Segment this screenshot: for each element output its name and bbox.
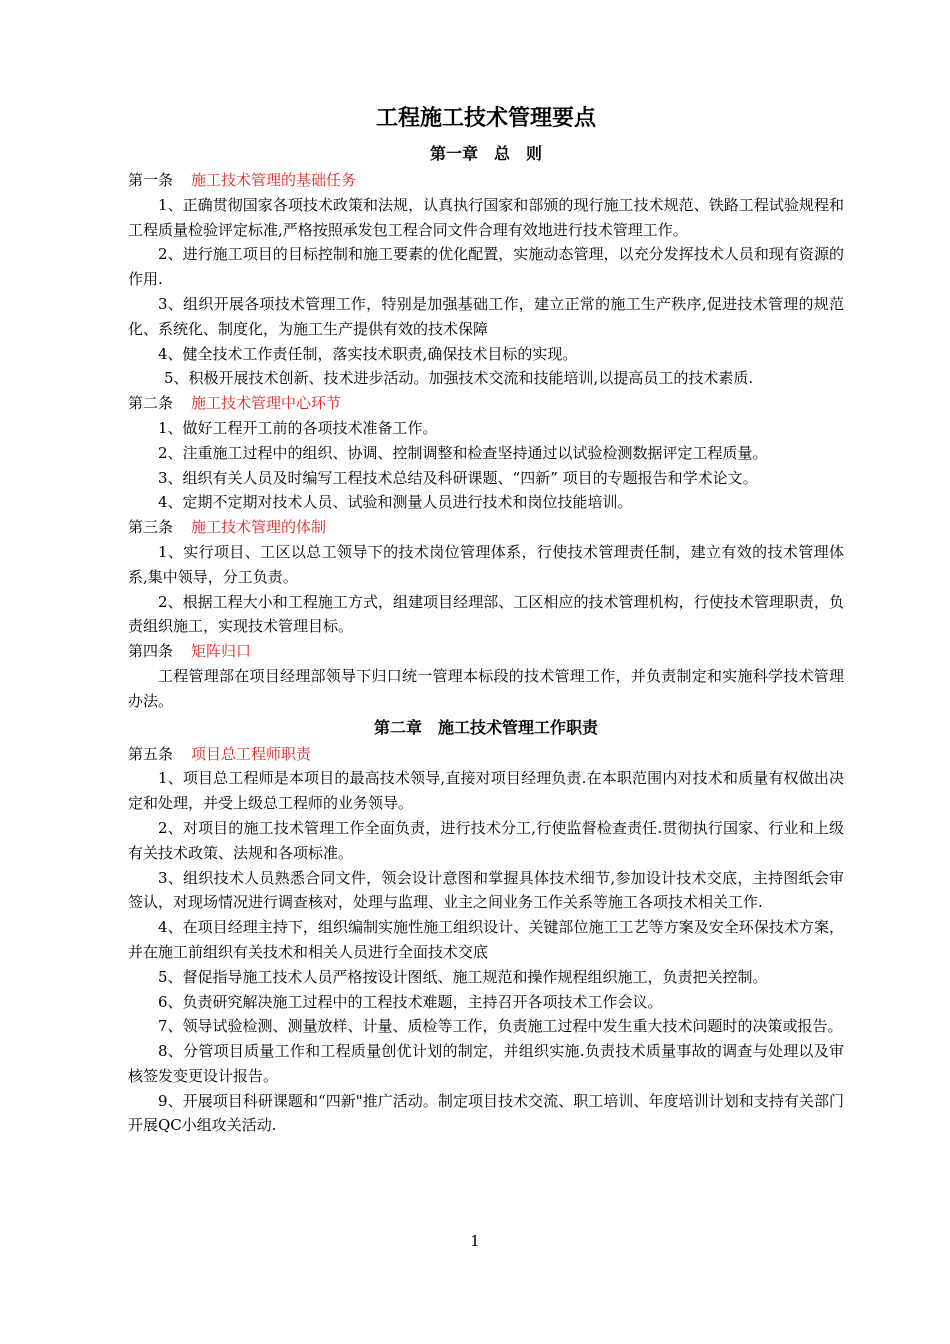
article-3	[128, 515, 844, 540]
article-2-number: 第二条	[128, 394, 174, 413]
article-5-number: 第五条	[128, 744, 174, 763]
article-5-item-5: 5、督促指导施工技术人员严格按设计图纸、施工规范和操作规程组织施工，负责把关控制。	[158, 967, 768, 986]
document-body	[128, 100, 844, 1138]
article-1-number: 第一条	[128, 171, 174, 189]
article-5-item-3: 3、组织技术人员熟悉合同文件，领会设计意图和掌握具体技术细节,参加设计技术交底，主持图纸会审签认，对现场情况进行调查核对，处理与监理、业主之间业务工作关系等施工各项技术相关工作.	[128, 868, 844, 912]
article-5-heading: 项目总工程师职责	[191, 744, 312, 763]
page-number: 1	[470, 1232, 480, 1250]
article-2-heading: 施工技术管理中心环节	[191, 394, 342, 413]
article-3-item-2: 2、根据工程大小和工程施工方式，组建项目经理部、工区相应的技术管理机构，行使技术管理职责，负责组织施工，实现技术管理目标。	[128, 592, 844, 636]
article-4-heading: 矩阵归口	[191, 642, 252, 661]
article-5-item-8: 8、分管项目质量工作和工程质量创优计划的制定，并组织实施.负责技术质量事故的调查与处理以及审核签发变更设计报告。	[128, 1042, 844, 1085]
article-1-item-3: 3、组织开展各项技术管理工作，特别是加强基础工作，建立正常的施工生产秩序,促进技术管理的规范化、系统化、制度化，为施工生产提供有效的技术保障	[128, 294, 844, 338]
article-3-item-1: 1、实行项目、工区以总工领导下的技术岗位管理体系，行使技术管理责任制，建立有效的技术管理体系,集中领导，分工负责。	[128, 542, 844, 586]
chapter-2-heading: 第二章 施工技术管理工作职责	[373, 717, 598, 737]
article-5-item-2: 2、对项目的施工技术管理工作全面负责，进行技术分工,行使监督检查责任.贯彻执行国家、行业和上级有关技术政策、法规和各项标准。	[128, 818, 844, 862]
article-4-item-1: 工程管理部在项目经理部领导下归口统一管理本标段的技术管理工作，并负责制定和实施科学技术管理办法。	[128, 666, 844, 710]
article-5-item-9: 9、开展项目科研课题和“四新"推广活动。制定项目技术交流、职工培训、年度培训计划和支持有关部门开展QC小组攻关活动.	[128, 1091, 844, 1135]
document-title: 工程施工技术管理要点	[375, 105, 596, 131]
article-2-item-3: 3、组织有关人员及时编写工程技术总结及科研课题、“四新” 项目的专题报告和学术论文。	[158, 468, 758, 487]
article-2-item-4: 4、定期不定期对技术人员、试验和测量人员进行技术和岗位技能培训。	[158, 493, 633, 512]
article-1-heading: 施工技术管理的基础任务	[191, 171, 357, 189]
article-2	[128, 391, 844, 416]
article-5	[128, 742, 844, 767]
article-1-item-5: 5、积极开展技术创新、技术进步活动。加强技术交流和技能培训,以提高员工的技术素质.	[164, 369, 754, 388]
article-1	[128, 168, 844, 193]
article-2-item-2: 2、注重施工过程中的组织、协调、控制调整和检查坚持通过以试验检测数据评定工程质量。	[158, 443, 768, 462]
article-4	[128, 639, 844, 664]
article-5-item-6: 6、负责研究解决施工过程中的工程技术难题，主持召开各项技术工作会议。	[158, 992, 663, 1011]
article-1-item-4: 4、健全技术工作责任制，落实技术职责,确保技术目标的实现。	[158, 344, 578, 363]
article-1-item-2: 2、进行施工项目的目标控制和施工要素的优化配置，实施动态管理，以充分发挥技术人员和现有资源的作用.	[128, 245, 844, 289]
article-5-item-4: 4、在项目经理主持下，组织编制实施性施工组织设计、关键部位施工工艺等方案及安全环保技术方案，并在施工前组织有关技术和相关人员进行全面技术交底	[128, 918, 844, 961]
article-1-item-1: 1、正确贯彻国家各项技术政策和法规，认真执行国家和部颁的现行施工技术规范、铁路工程试验规程和工程质量检验评定标准,严格按照承发包工程合同文件合理有效地进行技术管理工作。	[128, 195, 844, 239]
article-2-item-1: 1、做好工程开工前的各项技术准备工作。	[158, 418, 438, 437]
article-3-heading: 施工技术管理的体制	[191, 518, 327, 537]
chapter-1-heading: 第一章 总 则	[429, 144, 542, 163]
article-4-number: 第四条	[128, 642, 174, 661]
article-3-number: 第三条	[128, 518, 174, 537]
article-5-item-1: 1、项目总工程师是本项目的最高技术领导,直接对项目经理负责.在本职范围内对技术和质量有权做出决定和处理，并受上级总工程师的业务领导。	[128, 769, 844, 813]
article-5-item-7: 7、领导试验检测、测量放样、计量、质检等工作，负责施工过程中发生重大技术问题时的决策或报告。	[158, 1017, 843, 1036]
